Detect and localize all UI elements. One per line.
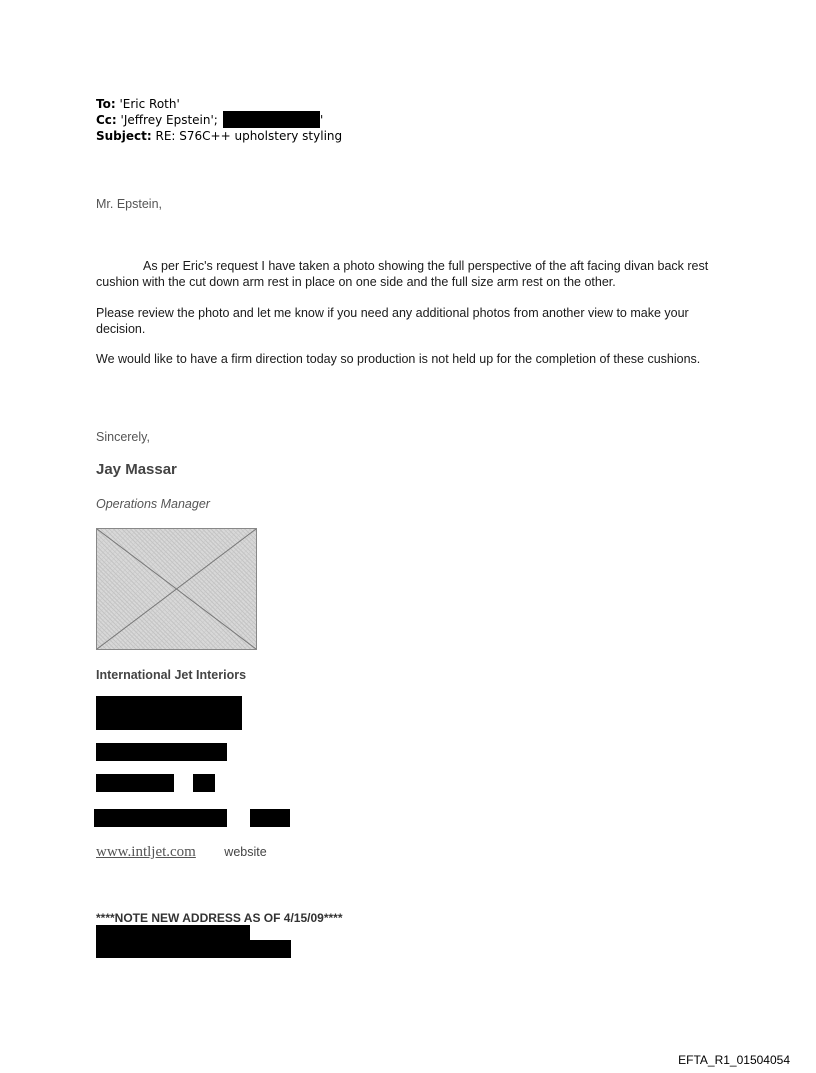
company-name: International Jet Interiors [96, 668, 247, 682]
document-id: EFTA_R1_01504054 [678, 1053, 790, 1067]
subject-label: Subject: [96, 129, 152, 143]
redaction-box [250, 809, 290, 827]
body-paragraph-2: Please review the photo and let me know if you need any additional photos from another view to make your decision. [96, 306, 689, 336]
redaction-box [96, 774, 174, 792]
missing-image-placeholder [96, 528, 257, 650]
signature-title: Operations Manager [96, 497, 210, 511]
cc-value: 'Jeffrey Epstein'; [120, 113, 218, 127]
closing: Sincerely, [96, 430, 150, 444]
broken-image-icon [97, 529, 256, 649]
subject-line [96, 128, 342, 144]
address-note: ****NOTE NEW ADDRESS AS OF 4/15/09**** [96, 911, 343, 925]
to-value: 'Eric Roth' [119, 97, 180, 111]
signature-name: Jay Massar [96, 461, 177, 478]
website-line [96, 843, 267, 861]
redaction-box [96, 743, 227, 761]
subject-value: RE: S76C++ upholstery styling [155, 129, 343, 143]
body-paragraph-1: As per Eric's request I have taken a photo showing the full perspective of the aft facing divan back rest cushion with the cut down arm rest in place on one side and the full size arm rest on the other. [96, 259, 709, 289]
website-link[interactable]: www.intljet.com [96, 844, 196, 860]
redaction-box [94, 809, 227, 827]
redaction-box [193, 774, 215, 792]
to-line [96, 96, 180, 112]
website-label: website [224, 845, 267, 859]
redaction-box [96, 940, 291, 958]
redaction-box [96, 925, 250, 941]
body-paragraph-3: We would like to have a firm direction today so production is not held up for the completion of these cushions. [96, 352, 701, 366]
salutation: Mr. Epstein, [96, 197, 162, 211]
cc-line [96, 112, 218, 128]
cc-label: Cc: [96, 113, 117, 127]
cc-tail: ' [320, 113, 324, 127]
redaction-box [223, 111, 320, 128]
redaction-box [96, 696, 242, 730]
to-label: To: [96, 97, 116, 111]
